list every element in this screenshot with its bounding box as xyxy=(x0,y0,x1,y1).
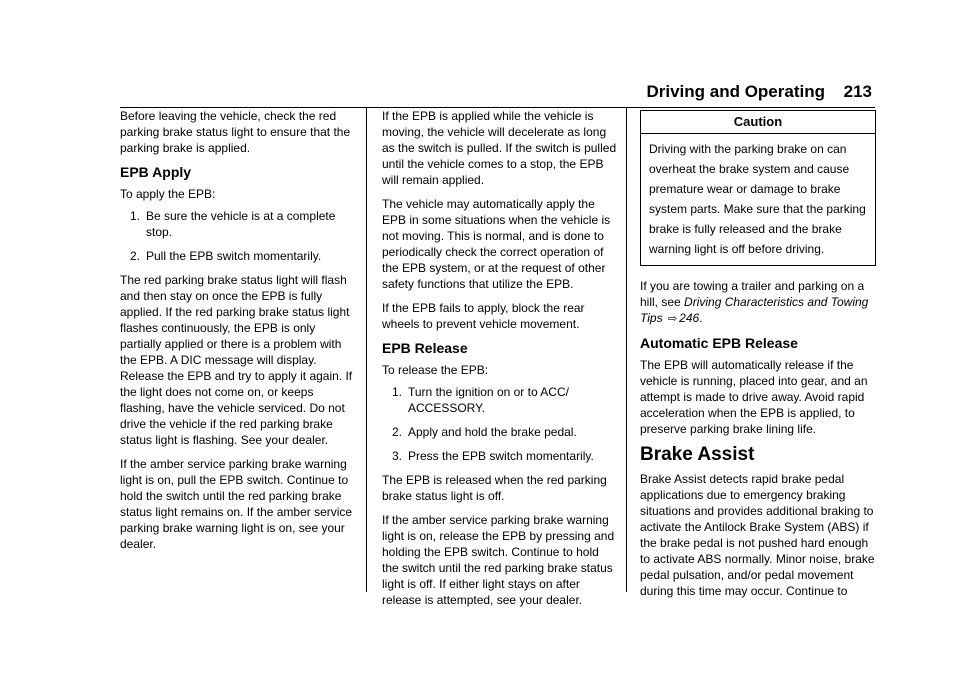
paragraph-fail-apply: If the EPB fails to apply, block the rear wheels to prevent vehicle movement. xyxy=(382,301,585,331)
column-divider-1 xyxy=(366,108,367,592)
towing-text: If you are towing a trailer and parking on a hill, see xyxy=(640,279,865,309)
step-text: Turn the ignition on or to ACC/ ACCESSORY. xyxy=(408,385,569,415)
heading-epb-release: EPB Release xyxy=(382,340,468,356)
step-number: 3. xyxy=(391,449,402,463)
step-number: 1. xyxy=(391,385,402,399)
heading-brake-assist: Brake Assist xyxy=(640,444,755,465)
paragraph-status-light: The red parking brake status light will flash and then stay on once the EPB is fully applied. If the red parking brake status light flashes continuously, the EPB is only partially applied or there is a problem with the EPB. A DIC message will display. Release the EPB and try to apply it again. If the light does not come on, or keeps flashing, have the vehicle serviced. Do not drive the vehicle if the red parking brake status light is flashing. See your dealer. xyxy=(120,273,353,447)
column-2 xyxy=(382,108,618,616)
paragraph-auto-apply: The vehicle may automatically apply the EPB in some situations when the vehicle is not moving. This is normal, and is done to periodically check the correct operation of the EPB system, or at the request of other safety functions that utilize the EPB. xyxy=(382,197,611,291)
step-number: 2. xyxy=(129,249,140,263)
heading-epb-apply: EPB Apply xyxy=(120,164,192,180)
paragraph-released: The EPB is released when the red parking brake status light is off. xyxy=(382,473,607,503)
release-intro: To release the EPB: xyxy=(382,363,489,377)
column-divider-2 xyxy=(626,108,627,592)
step-text: Pull the EPB switch momentarily. xyxy=(146,249,322,263)
page-header xyxy=(0,82,960,104)
step-text: Apply and hold the brake pedal. xyxy=(408,425,577,439)
paragraph-towing xyxy=(640,278,876,327)
heading-auto-release: Automatic EPB Release xyxy=(640,335,798,351)
apply-step xyxy=(120,248,356,264)
paragraph-brake-assist: Brake Assist detects rapid brake pedal applications due to emergency braking situations and provides additional braking to activate the Antilock Brake System (ABS) if the brake pedal is not pushed hard enough to activate ABS normally. Minor noise, brake pedal pulsation, and/or pedal movement during this time may occur. Continue to xyxy=(640,472,875,598)
caution-title: Caution xyxy=(641,111,875,134)
paragraph-moving-apply: If the EPB is applied while the vehicle is moving, the vehicle will decelerate as long as the switch is pulled. If the switch is pulled until the vehicle comes to a stop, the EPB will remain applied. xyxy=(382,109,617,187)
apply-intro: To apply the EPB: xyxy=(120,187,216,201)
caution-box xyxy=(640,110,876,266)
release-step xyxy=(382,384,618,416)
step-number: 2. xyxy=(391,425,402,439)
paragraph-auto-release: The EPB will automatically release if the vehicle is running, placed into gear, and an attempt is made to drive away. Avoid rapid acceleration when the EPB is applied, to preserve parking brake lining life. xyxy=(640,358,868,436)
caution-body: Driving with the parking brake on can overheat the brake system and cause premature wear or damage to brake system parts. Make sure that the parking brake is fully released and the brake warning light is off before driving. xyxy=(649,142,866,256)
page-number: 213 xyxy=(843,82,872,101)
apply-step xyxy=(120,208,356,240)
towing-period: . xyxy=(699,311,703,325)
column-3 xyxy=(640,108,876,607)
column-1 xyxy=(120,108,356,560)
step-text: Press the EPB switch momentarily. xyxy=(408,449,594,463)
page-reference-icon: ⇨ xyxy=(667,313,678,325)
step-number: 1. xyxy=(129,209,140,223)
paragraph-amber-warning: If the amber service parking brake warning light is on, pull the EPB switch. Continue to hold the switch until the red parking brake status light remains on. If the amber service parking brake warning light is on, see your dealer. xyxy=(120,457,353,551)
step-text: Be sure the vehicle is at a complete stop. xyxy=(146,209,336,239)
section-title: Driving and Operating xyxy=(646,82,825,101)
paragraph-check-light: Before leaving the vehicle, check the red parking brake status light to ensure that the parking brake is applied. xyxy=(120,109,351,155)
paragraph-amber-release: If the amber service parking brake warning light is on, release the EPB by pressing and holding the EPB switch. Continue to hold the switch until the red parking brake status light is off. If either light stays on after release is attempted, see your dealer. xyxy=(382,513,615,607)
towing-reference-link[interactable]: Driving Characteristics and Towing Tips xyxy=(640,295,869,325)
release-step xyxy=(382,424,618,440)
towing-page-ref[interactable]: 246 xyxy=(679,311,700,325)
release-step xyxy=(382,448,618,464)
